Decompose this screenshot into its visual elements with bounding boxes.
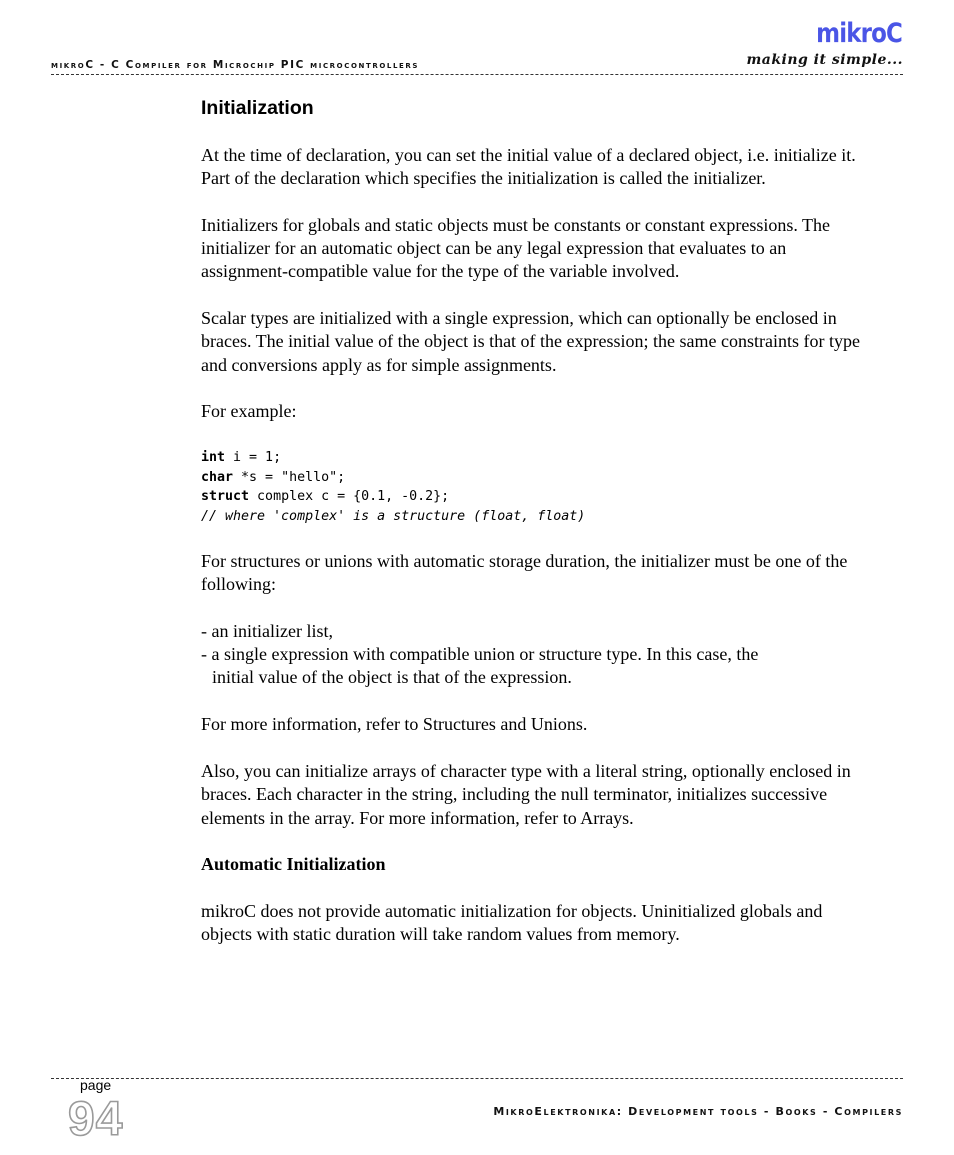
- code-text: i = 1;: [225, 450, 282, 466]
- subsection-title: Automatic Initialization: [201, 854, 386, 875]
- logo-tagline: making it simple...: [746, 52, 903, 68]
- paragraph-arrays: Also, you can initialize arrays of character type with a literal string, optionally enclosed in braces. Each character in the string, including the null terminator, initializes successive elements in the array. For more information, refer to Arrays.: [201, 760, 851, 828]
- code-example: [201, 448, 861, 526]
- page-number: 94: [68, 1093, 124, 1146]
- code-comment: // where 'complex' is a structure (float, float): [201, 508, 586, 524]
- code-keyword: int: [201, 450, 226, 466]
- list-item-continuation: initial value of the object is that of the expression.: [212, 667, 572, 688]
- code-text: *s = "hello";: [233, 469, 346, 485]
- section-title: Initialization: [201, 97, 314, 119]
- running-footer: MikroElektronika: Development tools - Books - Compilers: [493, 1105, 903, 1118]
- code-line: [201, 487, 861, 507]
- code-keyword: struct: [201, 489, 250, 505]
- footer-divider: [51, 1078, 903, 1079]
- paragraph-structures-unions: For structures or unions with automatic storage duration, the initializer must be one of the following:: [201, 550, 848, 594]
- list-item: - an initializer list,: [201, 620, 333, 641]
- paragraph-declaration: At the time of declaration, you can set the initial value of a declared object, i.e. initialize it. Part of the declaration which specifies the initialization is called the initializer.: [201, 144, 856, 188]
- paragraph-scalar-types: Scalar types are initialized with a single expression, which can optionally be enclosed in braces. The initial value of the object is that of the expression; the same constraints for type and conversions apply as for simple assignments.: [201, 307, 860, 375]
- paragraph-for-example: For example:: [201, 401, 297, 422]
- paragraph-automatic-initialization: mikroC does not provide automatic initialization for objects. Uninitialized globals and objects with static duration will take random values from memory.: [201, 901, 823, 945]
- code-text: complex c = {0.1, -0.2};: [249, 489, 450, 505]
- code-line: [201, 448, 861, 468]
- mikroc-logo: mikroC: [816, 18, 902, 49]
- running-header: mikroC - C Compiler for Microchip PIC microcontrollers: [51, 59, 420, 71]
- paragraph-more-info: For more information, refer to Structures and Unions.: [201, 714, 588, 735]
- list-item: - a single expression with compatible union or structure type. In this case, the: [201, 644, 759, 665]
- page-content: [201, 96, 861, 947]
- code-line: [201, 507, 861, 527]
- code-line: [201, 468, 861, 488]
- paragraph-initializers: Initializers for globals and static objects must be constants or constant expressions. The initializer for an automatic object can be any legal expression that evaluates to an assignment-compatible value for the type of the variable involved.: [201, 214, 831, 282]
- page-label: page: [80, 1077, 112, 1093]
- code-keyword: char: [201, 469, 234, 485]
- header-divider: [51, 74, 903, 75]
